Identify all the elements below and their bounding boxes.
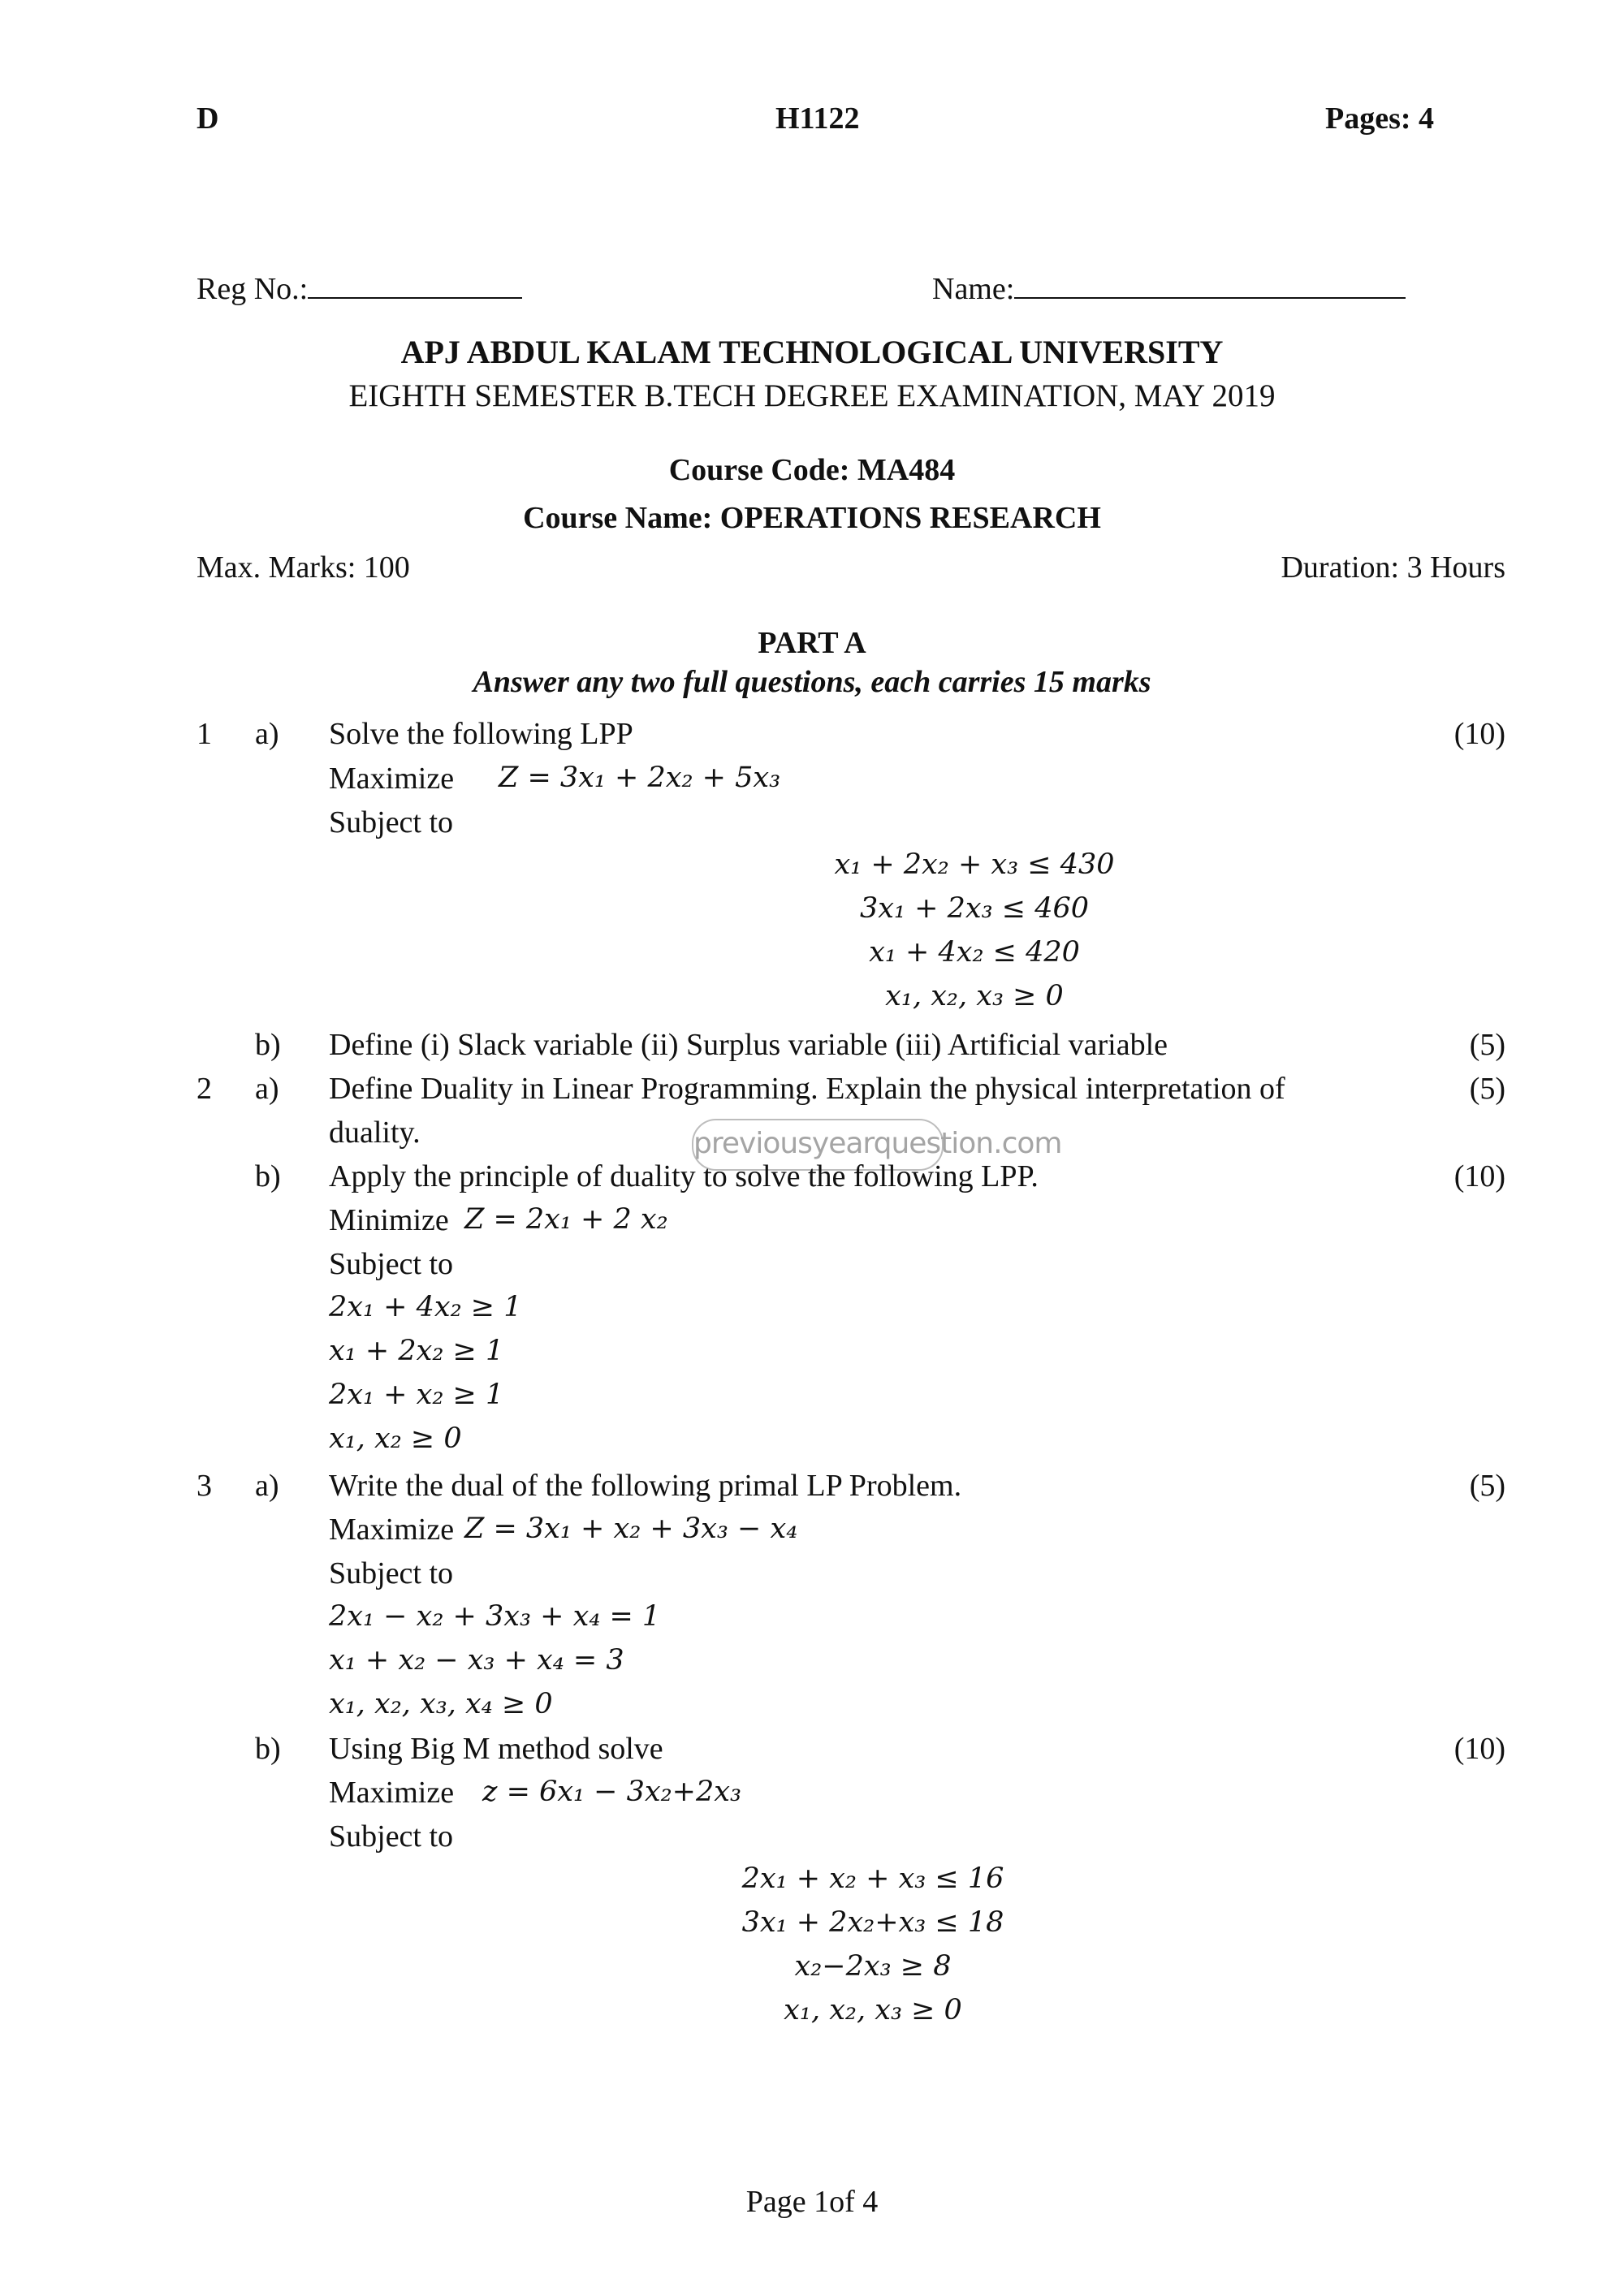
q1-objective-label: Maximize <box>329 762 455 796</box>
q1-constraint-1: x₁ + 2x₂ + x₃ ≤ 430 <box>834 848 1115 881</box>
name-label: Name: <box>932 272 1015 306</box>
q1a-text: Solve the following LPP <box>329 717 633 751</box>
q3-constraint-2: x₁ + x₂ − x₃ + x₄ = 3 <box>329 1644 624 1677</box>
reg-no-label: Reg No.: <box>197 272 309 306</box>
q3b-text: Using Big M method solve <box>329 1732 663 1766</box>
q3b-marks: (10) <box>1453 1732 1505 1766</box>
q1-constraint-3: x₁ + 4x₂ ≤ 420 <box>869 936 1080 969</box>
q2a-marks: (5) <box>1469 1072 1505 1106</box>
name-field <box>932 271 1406 307</box>
q3-constraint-1: 2x₁ − x₂ + 3x₃ + x₄ = 1 <box>329 1600 661 1633</box>
set-label: D <box>197 101 219 136</box>
q2-constraint-1: 2x₁ + 4x₂ ≥ 1 <box>329 1291 522 1323</box>
q1-constraint-2: 3x₁ + 2x₃ ≤ 460 <box>859 892 1090 925</box>
q2b-letter: b) <box>255 1159 281 1193</box>
q3-number: 3 <box>197 1469 212 1503</box>
q2-constraint-4: x₁, x₂ ≥ 0 <box>329 1422 462 1455</box>
q3-objective-label: Maximize <box>329 1513 455 1547</box>
q2-number: 2 <box>197 1072 212 1106</box>
q2-constraint-2: x₁ + 2x₂ ≥ 1 <box>329 1335 504 1367</box>
reg-no-field <box>197 271 522 307</box>
q1-subject-to: Subject to <box>329 805 454 839</box>
q3b-constraint-1: 2x₁ + x₂ + x₃ ≤ 16 <box>741 1862 1004 1895</box>
q2a-letter: a) <box>255 1072 279 1106</box>
q3-constraint-3: x₁, x₂, x₃, x₄ ≥ 0 <box>329 1688 553 1720</box>
q1-constraint-4: x₁, x₂, x₃ ≥ 0 <box>885 980 1064 1012</box>
q2a-text-line2: duality. <box>329 1116 421 1150</box>
q2-objective-label: Minimize <box>329 1203 449 1237</box>
watermark-stamp: previousyearquestion.com <box>692 1119 944 1171</box>
q3a-text: Write the dual of the following primal LP Problem. <box>329 1469 962 1503</box>
q1b-marks: (5) <box>1469 1028 1505 1062</box>
q1b-letter: b) <box>255 1028 281 1062</box>
q3b-objective-label: Maximize <box>329 1776 455 1810</box>
q2b-text: Apply the principle of duality to solve the following LPP. <box>329 1159 1039 1193</box>
q2a-text-line1: Define Duality in Linear Programming. Explain the physical interpretation of <box>329 1072 1285 1106</box>
name-blank <box>1014 297 1406 299</box>
reg-no-blank <box>308 297 522 299</box>
exam-title: EIGHTH SEMESTER B.TECH DEGREE EXAMINATION, MAY 2019 <box>348 378 1276 413</box>
q3b-subject-to: Subject to <box>329 1819 454 1854</box>
duration: Duration: 3 Hours <box>1281 550 1505 585</box>
page-count: Pages: 4 <box>1325 101 1435 136</box>
page-footer: Page 1of 4 <box>745 2185 879 2219</box>
q2b-marks: (10) <box>1453 1159 1505 1193</box>
q3b-constraint-2: 3x₁ + 2x₂+x₃ ≤ 18 <box>741 1906 1004 1939</box>
course-code: Course Code: MA484 <box>668 453 956 487</box>
q3b-constraint-3: x₂−2x₃ ≥ 8 <box>794 1950 952 1983</box>
q3-subject-to: Subject to <box>329 1556 454 1590</box>
q3b-constraint-4: x₁, x₂, x₃ ≥ 0 <box>784 1994 962 2026</box>
q3-objective: Z = 3x₁ + x₂ + 3x₃ − x₄ <box>464 1513 798 1545</box>
q1-number: 1 <box>197 717 212 751</box>
q3b-letter: b) <box>255 1732 281 1766</box>
course-name: Course Name: OPERATIONS RESEARCH <box>523 501 1101 535</box>
q3a-marks: (5) <box>1469 1469 1505 1503</box>
q1b-text: Define (i) Slack variable (ii) Surplus variable (iii) Artificial variable <box>329 1028 1168 1062</box>
max-marks: Max. Marks: 100 <box>197 550 410 585</box>
part-instruction: Answer any two full questions, each carries 15 marks <box>473 665 1151 699</box>
paper-code: H1122 <box>775 101 860 136</box>
q1-objective: Z = 3x₁ + 2x₂ + 5x₃ <box>499 762 781 794</box>
university-name: APJ ABDUL KALAM TECHNOLOGICAL UNIVERSITY <box>400 334 1224 370</box>
q1a-letter: a) <box>255 717 279 751</box>
q3b-objective: z = 6x₁ − 3x₂+2x₃ <box>482 1776 742 1808</box>
q2-subject-to: Subject to <box>329 1247 454 1281</box>
q2-constraint-3: 2x₁ + x₂ ≥ 1 <box>329 1379 504 1411</box>
q3a-letter: a) <box>255 1469 279 1503</box>
q1a-marks: (10) <box>1453 717 1505 751</box>
q2-objective: Z = 2x₁ + 2 x₂ <box>464 1203 668 1236</box>
part-heading: PART A <box>758 626 866 660</box>
